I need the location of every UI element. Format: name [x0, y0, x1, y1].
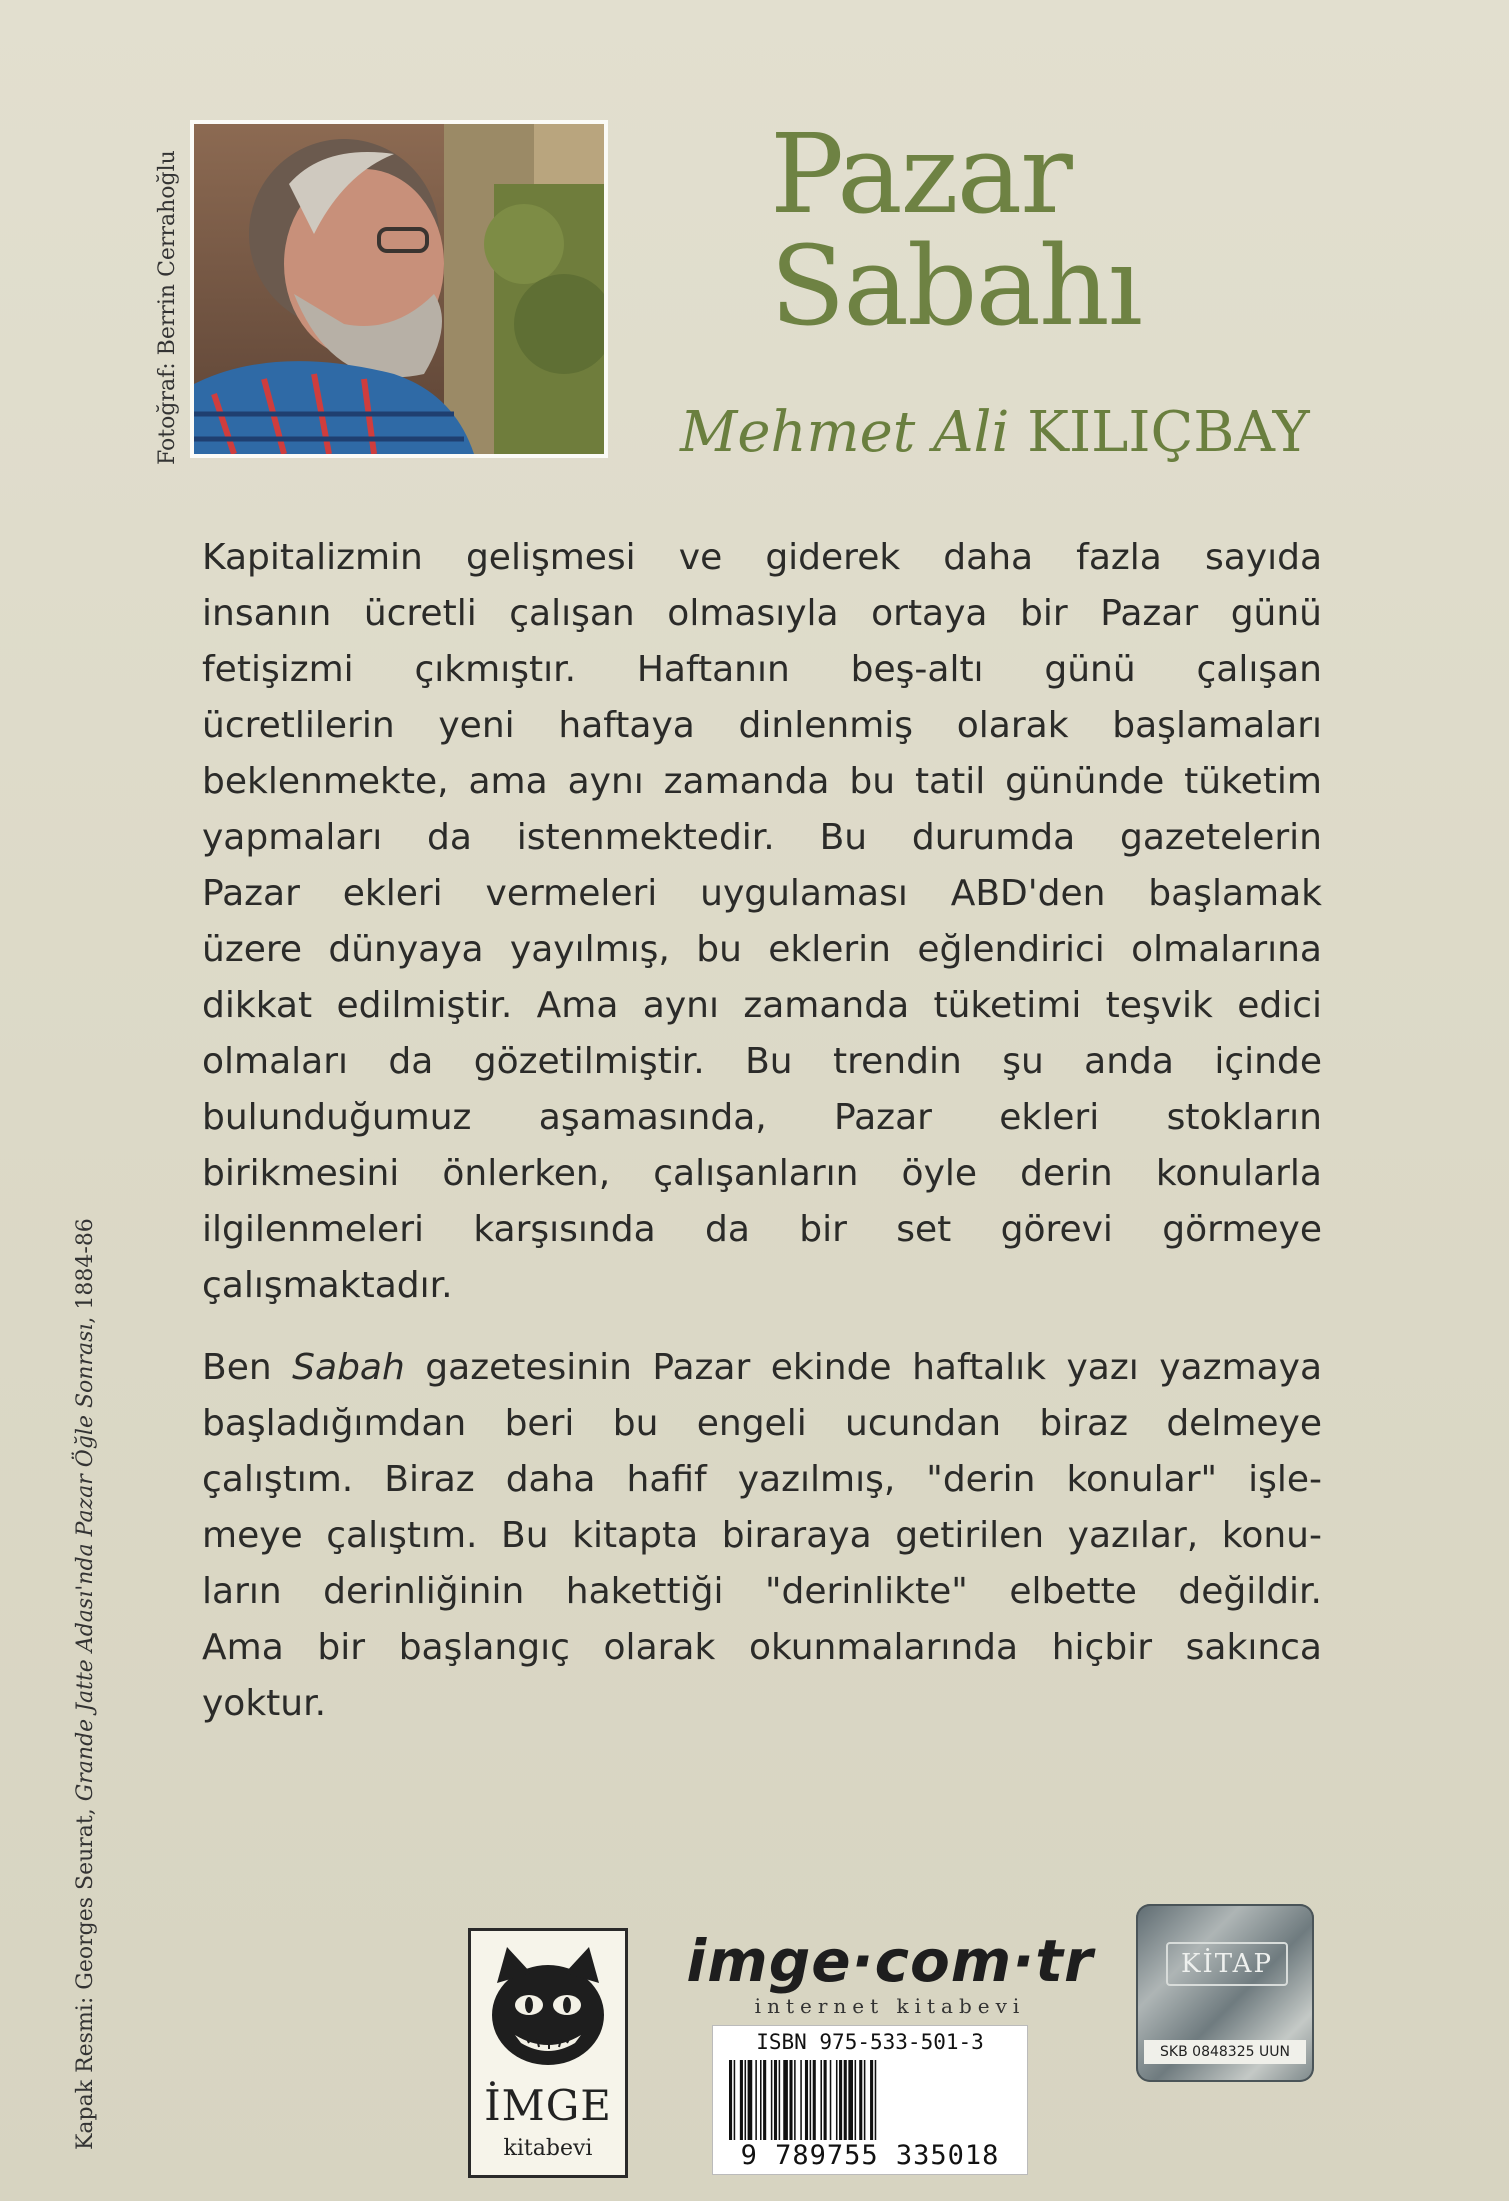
cover-credit-suffix: , 1884-86: [73, 1218, 98, 1324]
blurb-line: ücretlilerin yeni haftaya dinlenmiş olarak başlamaları: [202, 705, 1322, 746]
barcode-digits: 9 789755 335018: [740, 2140, 1000, 2171]
blurb-line: [202, 1340, 1322, 1396]
blurb-line: yoktur.: [202, 1683, 327, 1724]
publisher-logo: [468, 1928, 628, 2178]
blurb-paragraph-1: [202, 530, 1322, 1314]
barcode-bar: [805, 2060, 808, 2140]
cat-icon: [485, 1943, 611, 2069]
barcode-bar: [836, 2060, 838, 2140]
barcode-bar: [755, 2060, 757, 2140]
blurb-line: ilgilenmeleri karşısında da bir set görevi görmeye: [202, 1209, 1322, 1250]
blurb-line: meye çalıştım. Bu kitapta biraraya getirilen yazılar, konu-: [202, 1515, 1322, 1556]
book-title: [770, 110, 1141, 350]
barcode-bar: [824, 2060, 827, 2140]
website-tagline: internet kitabevi: [754, 1994, 1026, 2018]
cover-credit-prefix: Kapak Resmi: Georges Seurat,: [73, 1801, 98, 2150]
blurb-line: birikmesini önlerken, çalışanların öyle derin konularla: [202, 1153, 1322, 1194]
barcode-bar: [875, 2060, 877, 2140]
author-last-name: KILIÇBAY: [1027, 400, 1310, 465]
barcode-bar: [855, 2060, 857, 2140]
cover-art-credit: [73, 1218, 98, 2150]
photo-credit: Fotoğraf: Berrin Cerrahoğlu: [155, 150, 180, 465]
barcode-bar: [729, 2060, 732, 2140]
sticker-label: KİTAP: [1166, 1942, 1288, 1986]
isbn-text: ISBN 975-533-501-3: [756, 2030, 984, 2054]
blurb-line: Pazar ekleri vermeleri uygulaması ABD'den başlamak: [202, 873, 1322, 914]
barcode-bar: [864, 2060, 866, 2140]
blurb-line: üzere dünyaya yayılmış, bu eklerin eğlendirici olmalarına: [202, 929, 1322, 970]
blurb-paragraph-2: [202, 1340, 1322, 1732]
barcode-bar: [813, 2060, 816, 2140]
barcode-bar: [779, 2060, 781, 2140]
blurb-line: fetişizmi çıkmıştır. Haftanın beş-altı günü çalışan: [202, 649, 1322, 690]
barcode-bar: [771, 2060, 773, 2140]
blurb-line: Kapitalizmin gelişmesi ve giderek daha fazla sayıda: [202, 537, 1322, 578]
blurb-line: beklenmekte, ama aynı zamanda bu tatil gününde tüketim: [202, 761, 1322, 802]
barcode-bar: [870, 2060, 873, 2140]
title-line-1: Pazar: [770, 110, 1071, 238]
blurb-line: olmaları da gözetilmiştir. Bu trendin şu anda içinde: [202, 1041, 1322, 1082]
newspaper-name: Sabah: [292, 1347, 405, 1388]
barcode-bar: [774, 2060, 777, 2140]
isbn-barcode: [712, 2025, 1028, 2175]
blurb-line: Ama bir başlangıç olarak okunmalarında hiçbir sakınca: [202, 1627, 1322, 1668]
blurb-line: başladığımdan beri bu engeli ucundan biraz delmeye: [202, 1403, 1322, 1444]
blurb-p2-prefix: Ben: [202, 1347, 293, 1388]
barcode-bar: [794, 2060, 796, 2140]
barcode-bar: [789, 2060, 792, 2140]
barcode-bar: [760, 2060, 762, 2140]
barcode-bar: [740, 2060, 743, 2140]
blurb-line: çalışmaktadır.: [202, 1265, 453, 1306]
website-domain: imge·com·tr: [686, 1927, 1094, 1995]
blurb-line: çalıştım. Biraz daha hafif yazılmış, "derin konular" işle-: [202, 1459, 1322, 1500]
publisher-name: İMGE: [484, 2081, 612, 2130]
barcode-bar: [844, 2060, 847, 2140]
barcode-bar: [810, 2060, 812, 2140]
cover-credit-work: Grande Jatte Adası'nda Pazar Öğle Sonrası: [73, 1323, 98, 1802]
barcode-bar: [745, 2060, 747, 2140]
barcode-bar: [800, 2060, 802, 2140]
hologram-sticker: [1136, 1904, 1314, 2082]
blurb-line: dikkat edilmiştir. Ama aynı zamanda tüketimi teşvik edici: [202, 985, 1322, 1026]
barcode-bar: [748, 2060, 753, 2140]
author-portrait-image: [194, 124, 604, 454]
barcode-bar: [848, 2060, 853, 2140]
barcode-bar: [839, 2060, 842, 2140]
title-line-2: Sabahı: [770, 222, 1141, 350]
blurb-line: yapmaları da istenmektedir. Bu durumda gazetelerin: [202, 817, 1322, 858]
barcode-bars: [729, 2060, 1013, 2140]
author-name: [680, 400, 1310, 465]
barcode-bar: [820, 2060, 822, 2140]
sticker-serial: SKB 0848325 UUN: [1144, 2040, 1306, 2064]
blurb-line: insanın ücretli çalışan olmasıyla ortaya bir Pazar günü: [202, 593, 1322, 634]
barcode-bar: [859, 2060, 862, 2140]
blurb-line: bulunduğumuz aşamasında, Pazar ekleri stokların: [202, 1097, 1322, 1138]
barcode-bar: [830, 2060, 832, 2140]
website-logo: [680, 1928, 1100, 2018]
barcode-bar: [763, 2060, 766, 2140]
blurb-line: ların derinliğinin hakettiği "derinlikte" elbette değildir.: [202, 1571, 1322, 1612]
author-photo: [190, 120, 608, 458]
author-first-name: Mehmet Ali: [680, 400, 1010, 465]
barcode-bar: [734, 2060, 736, 2140]
barcode-bar: [783, 2060, 788, 2140]
blurb: [202, 530, 1322, 1758]
blurb-p2-suffix: gazetesinin Pazar ekinde haftalık yazı yazmaya: [404, 1347, 1323, 1388]
publisher-subtitle: kitabevi: [503, 2136, 593, 2161]
